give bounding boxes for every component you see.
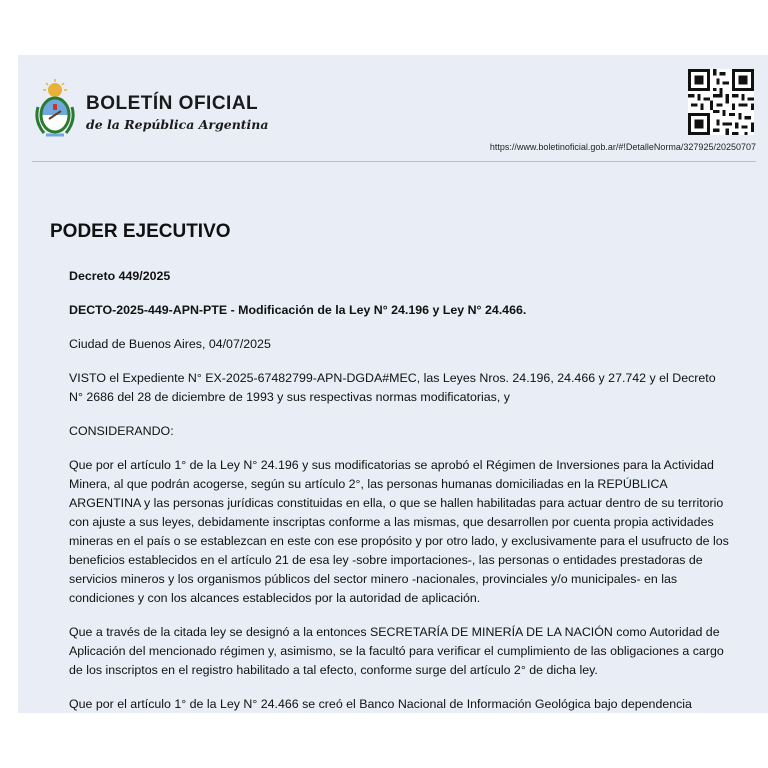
publication-title: BOLETÍN OFICIAL bbox=[86, 93, 259, 114]
place-date: Ciudad de Buenos Aires, 04/07/2025 bbox=[69, 337, 271, 351]
paragraph: Que por el artículo 1° de la Ley N° 24.466 se creó el Banco Nacional de Información Geológica bajo dependencia bbox=[69, 697, 692, 711]
paragraph: Que por el artículo 1° de la Ley N° 24.196 y sus modificatorias se aprobó el Régimen de Inversiones para la Actividad Minera, al que podrán acogerse, según su artículo 2°, las personas humanas domiciliadas en la REPÚBLICA ARGENTINA y las personas jurídicas constituidas en ella, o que se hallen habilitadas para actuar dentro de su territorio con ajuste a sus leyes, debidamente inscriptas conforme a las mismas, que desarrollen por cuenta propia actividades mineras en el país o se establezcan en este con ese propósito y por otro lado, y exclusivamente para el usufructo de los beneficios establecidos en el artículo 21 de esa ley -sobre importaciones-, las personas o entidades prestadoras de servicios mineros y los organismos públicos del sector minero -nacionales, provinciales y/o municipales- en las condiciones y con los alcances establecidos por la autoridad de aplicación. bbox=[69, 458, 729, 605]
paragraph: Que a través de la citada ley se designó a la entonces SECRETARÍA DE MINERÍA DE LA NACIÓN como Autoridad de Aplicación del mencionado régimen y, asimismo, se la facultó para verificar el cumplimiento de las obligaciones a cargo de los inscriptos en el registro habilitado a tal efecto, conforme surge del artículo 2° de dicha ley. bbox=[69, 625, 724, 677]
visto-paragraph: VISTO el Expediente N° EX-2025-67482799-APN-DGDA#MEC, las Leyes Nros. 24.196, 24.466 y 27.742 y el Decreto N° 2686 del 28 de diciembre de 1993 y sus respectivas normas modificatorias, y bbox=[69, 371, 716, 404]
national-seal-icon bbox=[32, 77, 78, 139]
boletin-logo[interactable] bbox=[32, 77, 269, 139]
document-url[interactable]: https://www.boletinoficial.gob.ar/#!DetalleNorma/327925/20250707 bbox=[489, 142, 756, 152]
decree-reference: DECTO-2025-449-APN-PTE - Modificación de la Ley N° 24.196 y Ley N° 24.466. bbox=[69, 303, 527, 317]
header-divider bbox=[32, 161, 756, 162]
considerando-heading: CONSIDERANDO: bbox=[69, 424, 174, 438]
section-title: PODER EJECUTIVO bbox=[50, 221, 231, 242]
decree-body bbox=[69, 267, 731, 713]
document-page bbox=[18, 55, 768, 713]
decree-number: Decreto 449/2025 bbox=[69, 269, 171, 283]
publication-subtitle: de la República Argentina bbox=[86, 117, 269, 132]
qr-code-icon bbox=[688, 69, 754, 135]
